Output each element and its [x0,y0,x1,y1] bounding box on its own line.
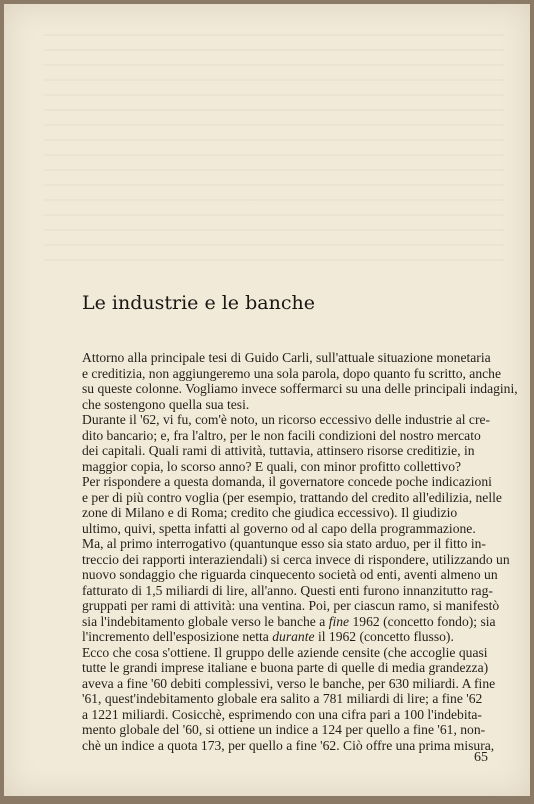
text-line: chè un indice a quota 173, per quello a fine '62. Ciò offre una prima misura, [82,737,495,753]
text-line: aveva a fine '60 debiti complessivi, verso le banche, per 630 miliardi. A fine [82,675,496,691]
text-line: dito bancario; e, fra l'altro, per le non facili condizioni del nostro mercato [82,427,481,443]
text-line: Attorno alla principale tesi di Guido Carli, sull'attuale situazione monetaria [82,350,491,365]
text-line: Durante il '62, vi fu, com'è noto, un ricorso eccessivo delle industrie al cre- [82,412,491,427]
text-line: nuovo sondaggio che riguarda cinquecento società od enti, aventi almeno un [82,567,498,582]
body-text [82,350,520,753]
paragraph [82,536,520,645]
text-line: treccio dei rapporti interaziendali) si cerca invece di rispondere, utilizzando un [82,551,510,567]
text-line: dei capitali. Quali rami di attività, tuttavia, attinsero risorse creditizie, in [82,443,475,458]
text-line: ultimo, quivi, spetta infatti al governo od al capo della programmazione. [82,520,476,536]
text-line: a 1221 miliardi. Cosicchè, esprimendo con una cifra pari a 100 l'indebita- [82,706,482,722]
chapter-title: Le industrie e le banche [82,292,315,314]
text-line: maggior copia, lo scorso anno? E quali, con minor profitto collettivo? [82,458,462,474]
text-line: che sostengono quella sua tesi. [82,396,250,412]
text-line: Ecco che cosa s'ottiene. Il gruppo delle aziende censite (che accoglie quasi [82,644,488,660]
paragraph [82,645,520,754]
text-line: '61, quest'indebitamento globale era salito a 781 miliardi di lire; a fine '62 [82,691,483,706]
show-through-text [44,34,504,274]
paragraph [82,412,520,474]
text-line: l'incremento dell'esposizione netta durante il 1962 (concetto flusso). [82,629,454,644]
text-line: gruppati per rami di attività: una ventina. Poi, per ciascun ramo, si manifestò [82,598,500,613]
text-line: mento globale del '60, si ottiene un indice a 124 per quello a fine '61, non- [82,722,486,737]
text-line: e per di più contro voglia (per esempio, trattando del credito all'edilizia, nelle [82,489,502,505]
paragraph [82,350,520,412]
text-line: fatturato di 1,5 miliardi di lire, all'anno. Questi enti furono innanzitutto rag- [82,582,493,598]
text-line: Ma, al primo interrogativo (quantunque esso sia stato arduo, per il fitto in- [82,536,486,551]
text-line: sia l'indebitamento globale verso le banche a fine 1962 (concetto fondo); sia [82,613,496,629]
text-line: Per rispondere a questa domanda, il governatore concede poche indicazioni [82,474,492,489]
emphasis: fine [328,613,350,629]
book-page [4,4,530,796]
text-line: tutte le grandi imprese italiane e buona parte di quelle di media grandezza) [82,660,489,675]
page-number: 65 [474,750,488,765]
text-line: su queste colonne. Vogliamo invece soffermarci su una delle principali indagini, [82,381,518,396]
text-line: zone di Milano e di Roma; credito che giudica eccessivo). Il giudizio [82,505,458,520]
paragraph [82,474,520,536]
text-line: e creditizia, non aggiungeremo una sola parola, dopo quanto fu scritto, anche [82,365,501,381]
emphasis: durante [272,629,315,644]
